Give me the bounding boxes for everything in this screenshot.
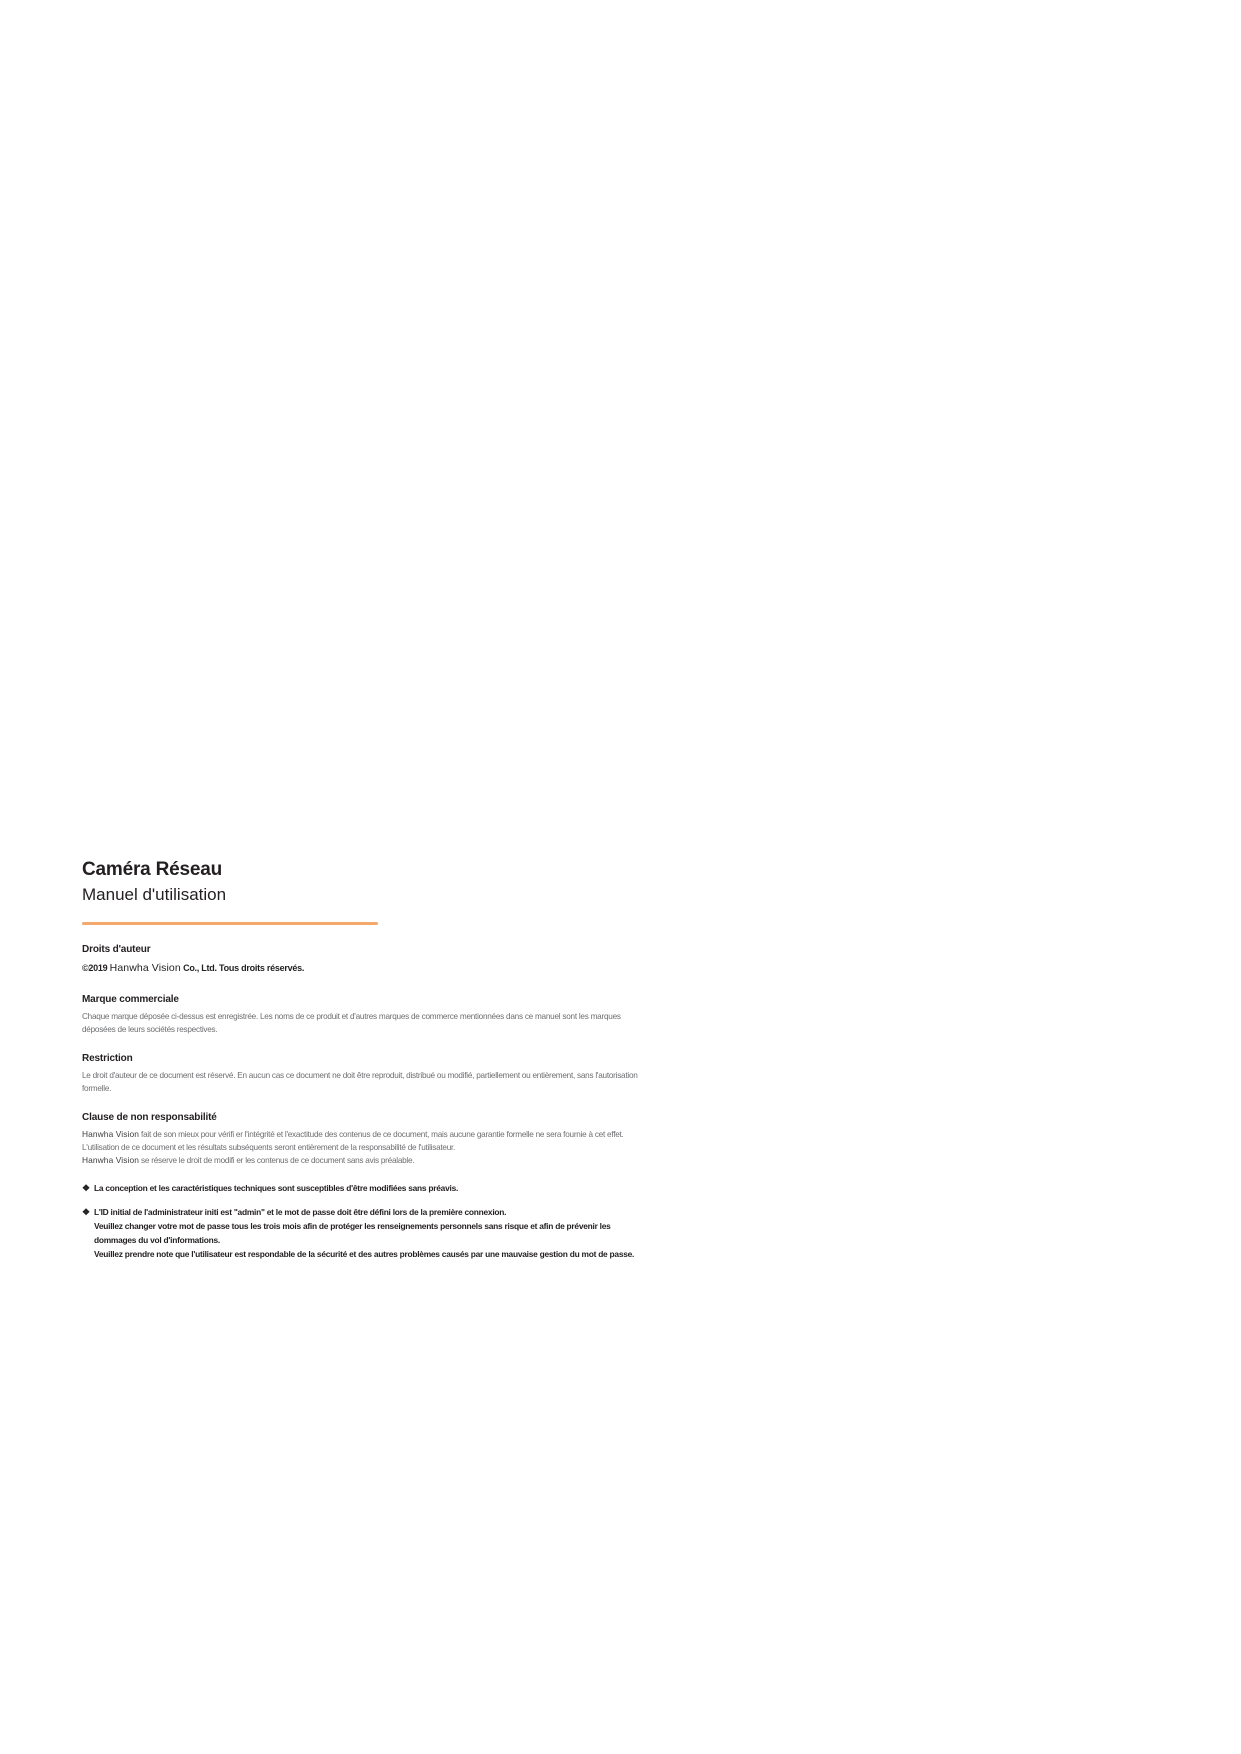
disclaimer-text-1: fait de son mieux pour vérifi er l'intégrité et l'exactitude des contenus de ce document, mais aucune garantie formelle ne sera fournie à cet effet. L'utilisation de ce document et les résultats subséquents seront entièrement de la responsabilité de l'utilisateur. xyxy=(82,1130,624,1152)
note-text-password-change: Veuillez changer votre mot de passe tous les trois mois afin de protéger les renseignements personnels sans risque et afin de prévenir les dommages du vol d'informations. xyxy=(94,1221,611,1245)
copyright-heading: Droits d'auteur xyxy=(82,944,151,955)
trademark-body: Chaque marque déposée ci-dessus est enregistrée. Les noms de ce produit et d'autres marques de commerce mentionnées dans ce manuel sont les marques déposées de leurs sociétés respectives. xyxy=(82,1012,621,1034)
diamond-icon: ❖ xyxy=(82,1207,90,1217)
note-text: L'ID initial de l'administrateur initi est "admin" et le mot de passe doit être défini lors de la première connexion. xyxy=(94,1207,507,1217)
accent-divider xyxy=(82,922,378,925)
copyright-section xyxy=(82,943,652,975)
trademark-section xyxy=(82,993,652,1036)
brand-name: Hanwha Vision xyxy=(82,1155,140,1165)
disclaimer-body xyxy=(82,1128,652,1167)
brand-name: Hanwha Vision xyxy=(82,1129,140,1139)
restriction-heading: Restriction xyxy=(82,1053,133,1064)
document-front-matter xyxy=(82,858,652,1261)
copyright-text xyxy=(82,962,652,975)
restriction-section xyxy=(82,1052,652,1095)
copyright-rights: Co., Ltd. Tous droits réservés. xyxy=(180,963,305,973)
brand-name: Hanwha Vision xyxy=(109,962,181,974)
restriction-body: Le droit d'auteur de ce document est réservé. En aucun cas ce document ne doit être reproduit, distribué ou modifié, partiellement ou entièrement, sans l'autorisation formelle. xyxy=(82,1071,638,1093)
diamond-icon: ❖ xyxy=(82,1183,90,1193)
note-specifications xyxy=(82,1181,652,1195)
document-subtitle: Manuel d'utilisation xyxy=(82,885,227,904)
disclaimer-text-2: se réserve le droit de modifi er les contenus de ce document sans avis préalable. xyxy=(139,1156,415,1165)
trademark-heading: Marque commerciale xyxy=(82,994,179,1005)
note-admin-password xyxy=(82,1205,652,1261)
document-title: Caméra Réseau xyxy=(82,859,222,880)
disclaimer-heading: Clause de non responsabilité xyxy=(82,1112,217,1123)
copyright-year: ©2019 xyxy=(82,963,110,973)
note-text-responsibility: Veuillez prendre note que l'utilisateur est respondable de la sécurité et des autres problèmes causés par une mauvaise gestion du mot de passe. xyxy=(94,1249,635,1259)
disclaimer-section xyxy=(82,1111,652,1167)
note-text: La conception et les caractéristiques techniques sont susceptibles d'être modifiées sans préavis. xyxy=(94,1183,459,1193)
